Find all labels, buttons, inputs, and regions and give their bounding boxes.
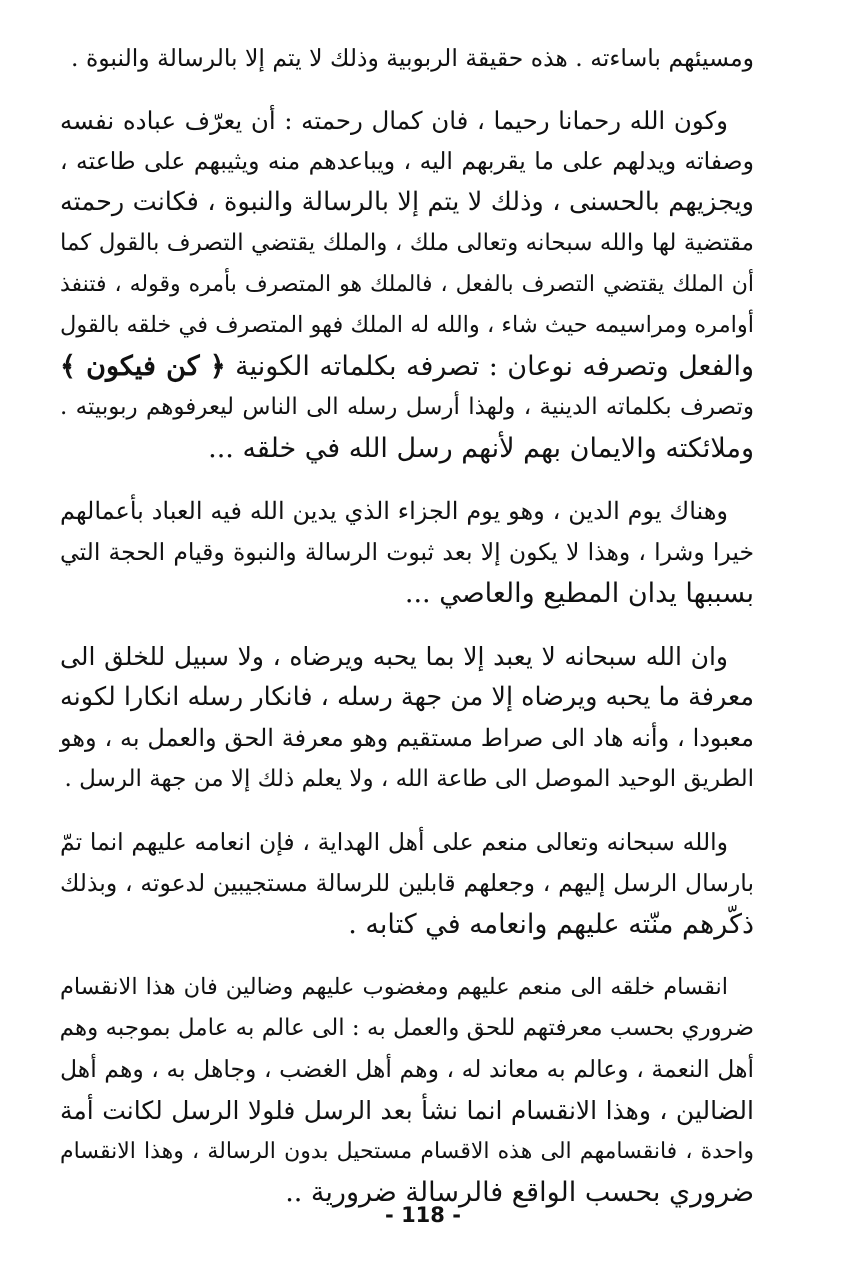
page-number: - 118 - bbox=[385, 1203, 461, 1227]
text-line: مقتضية لها والله سبحانه وتعالى ملك ، والملك يقتضي التصرف بالقول كما bbox=[60, 230, 754, 256]
text-line: أوامره ومراسيمه حيث شاء ، والله له الملك فهو المتصرف في خلقه بالقول bbox=[60, 312, 754, 338]
text-line: خيرا وشرا ، وهذا لا يكون إلا بعد ثبوت الرسالة والنبوة وقيام الحجة التي bbox=[60, 538, 754, 566]
paragraph-3 bbox=[60, 491, 754, 614]
text-line: وتصرف بكلماته الدينية ، ولهذا أرسل رسله الى الناس ليعرفوهم ربوبيته . bbox=[60, 394, 754, 420]
text-line: ضروري بحسب الواقع فالرسالة ضرورية .. bbox=[285, 1177, 754, 1208]
text-line: بارسال الرسل إليهم ، وجعلهم قابلين للرسالة مستجيبين لدعوته ، وبذلك bbox=[60, 869, 754, 897]
text-line: ذكّرهم منّته عليهم وانعامه في كتابه . bbox=[348, 909, 754, 940]
text-line: الطريق الوحيد الموصل الى طاعة الله ، ولا يعلم ذلك إلا من جهة الرسل . bbox=[64, 766, 754, 792]
text-line: ومسيئهم باساءته . هذه حقيقة الربوبية وذلك لا يتم إلا بالرسالة والنبوة . bbox=[71, 44, 754, 72]
text-line: معبودا ، وأنه هاد الى صراط مستقيم وهو معرفة الحق والعمل به ، وهو bbox=[60, 724, 754, 752]
text-line: معرفة ما يحبه ويرضاه إلا من جهة رسله ، فانكار رسله انكارا لكونه bbox=[60, 682, 754, 712]
text-line: أن الملك يقتضي التصرف بالفعل ، فالملك هو المتصرف بأمره وقوله ، فتنفذ bbox=[60, 272, 754, 297]
text-line: ويجزيهم بالحسنى ، وذلك لا يتم إلا بالرسالة والنبوة ، فكانت رحمته bbox=[60, 187, 754, 217]
text-line-with-quran bbox=[60, 346, 754, 387]
text-line: وصفاته ويدلهم على ما يقربهم اليه ، ويباعدهم منه ويثيبهم على طاعته ، bbox=[60, 147, 754, 175]
text-line: أهل النعمة ، وعالم به معاند له ، وهم أهل الغضب ، وجاهل به ، وهم أهل bbox=[60, 1055, 754, 1083]
text-line: انقسام خلقه الى منعم عليهم ومغضوب عليهم وضالين فان هذا الانقسام bbox=[60, 974, 728, 1000]
text-line: واحدة ، فانقسامهم الى هذه الاقسام مستحيل بدون الرسالة ، وهذا الانقسام bbox=[60, 1139, 754, 1164]
text-line: وهناك يوم الدين ، وهو يوم الجزاء الذي يدين الله فيه العباد بأعمالهم bbox=[60, 497, 728, 525]
quran-verse: ﴿ كن فيكون ﴾ bbox=[60, 351, 226, 382]
text-line: وان الله سبحانه لا يعبد إلا بما يحبه ويرضاه ، ولا سبيل للخلق الى bbox=[60, 642, 728, 671]
text-line: ضروري بحسب معرفتهم للحق والعمل به : الى عالم به عامل بموجبه وهم bbox=[59, 1015, 754, 1041]
paragraph-5 bbox=[60, 822, 754, 945]
paragraph-4 bbox=[60, 636, 754, 800]
text-line: الضالين ، وهذا الانقسام انما نشأ بعد الرسل فلولا الرسل لكانت أمة bbox=[60, 1096, 754, 1125]
text-segment: والفعل وتصرفه نوعان : تصرفه بكلماته الكونية bbox=[235, 351, 754, 382]
text-line: والله سبحانه وتعالى منعم على أهل الهداية ، فإن انعامه عليهم انما تمّ bbox=[60, 828, 728, 856]
paragraph-1 bbox=[60, 38, 754, 79]
paragraph-2 bbox=[60, 100, 754, 469]
text-line: بسببها يدان المطيع والعاصي ... bbox=[404, 578, 754, 609]
paragraph-6 bbox=[60, 967, 754, 1213]
text-line: وكون الله رحمانا رحيما ، فان كمال رحمته : أن يعرّف عباده نفسه bbox=[60, 106, 728, 135]
text-line: وملائكته والايمان بهم لأنهم رسل الله في خلقه ... bbox=[208, 433, 754, 464]
